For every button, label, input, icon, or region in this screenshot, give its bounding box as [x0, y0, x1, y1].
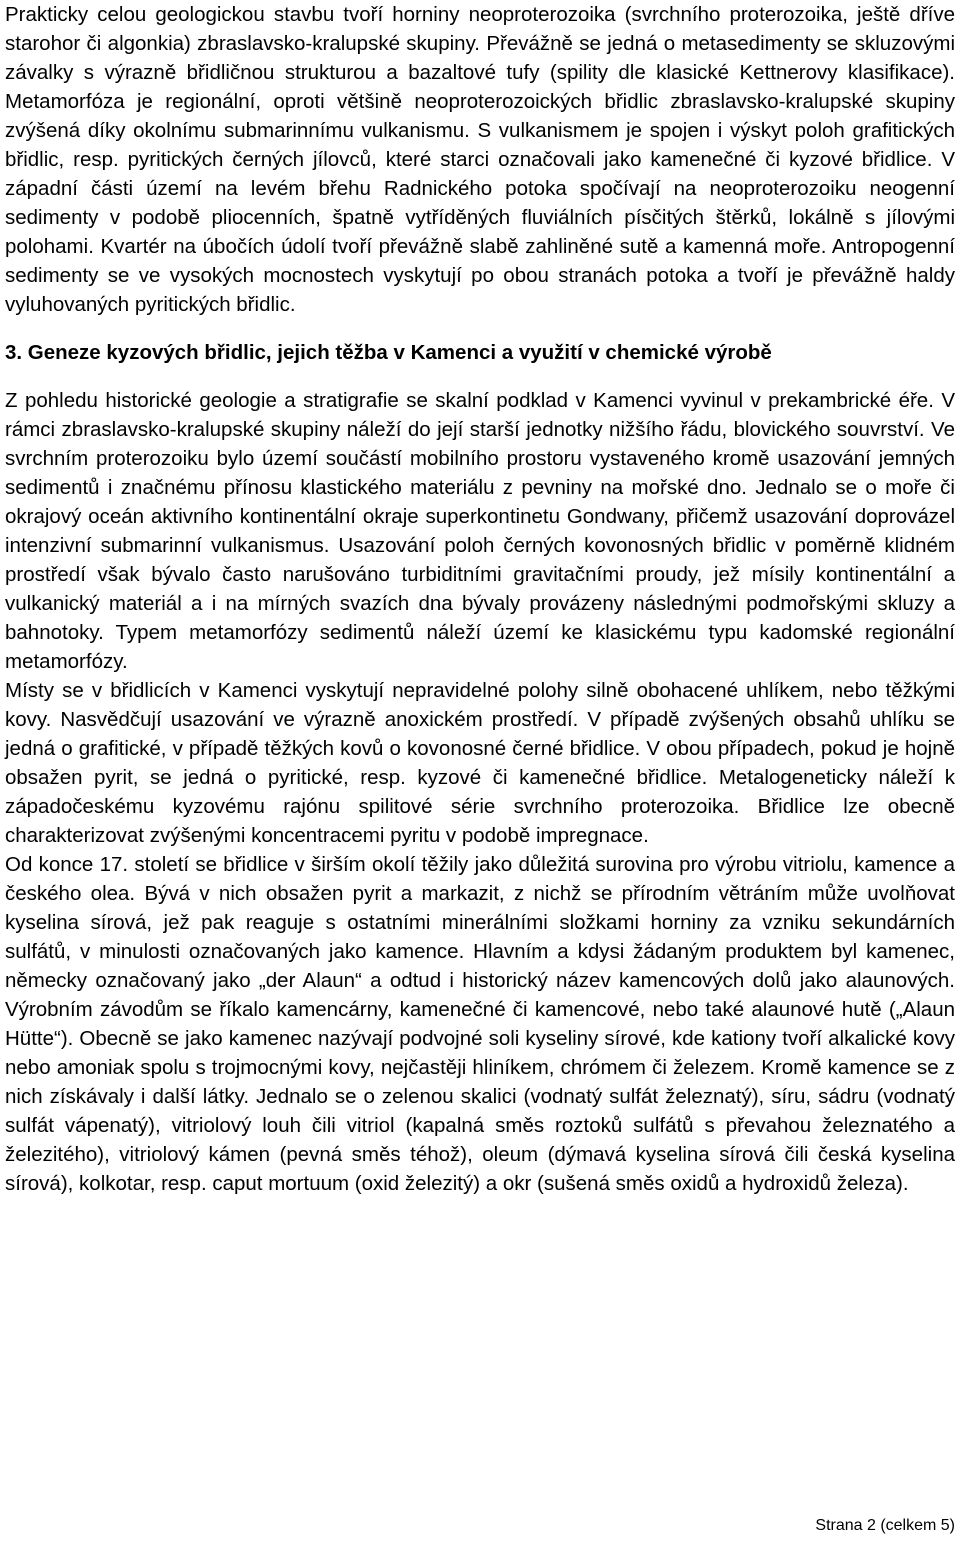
section-heading: 3. Geneze kyzových břidlic, jejich těžba v Kamenci a využití v chemické výrobě [5, 341, 772, 364]
page-number: Strana 2 (celkem 5) [815, 1517, 955, 1534]
paragraph-mining-and-production: Od konce 17. století se břidlice v širším okolí těžily jako důležitá surovina pro výrobu vitriolu, kamence a českého olea. Bývá v nich obsažen pyrit a markazit, z nichž se přírodním větráním může uvolňovat kyselina sírová, jež pak reaguje s ostatními minerálními složkami horniny za vzniku sekundárních sulfátů, v minulosti označovaných jako kamence. Hlavním a kdysi žádaným produktem byl kamenec, německy označovaný jako „der Alaun“ a odtud i historický název kamencových dolů jako alaunových. Výrobním závodům se říkalo kamencárny, kamenečné či kamencové, nebo také alaunové hutě („Alaun Hütte“). Obecně se jako kamenec nazývají podvojné soli kyseliny sírové, kde kationy tvoří alkalické kovy nebo amoniak spolu s trojmocnými kovy, nejčastěji hliníkem, chrómem či železem. Kromě kamence se z nich získávaly i další látky. Jednalo se o zelenou skalici (vodnatý sulfát železnatý), síru, sádru (vodnatý sulfát vápenatý), vitriolový louh čili vitriol (kapalná směs roztoků sulfátů s převahou železnatého a železitého), vitriolový kámen (pevná směs téhož), oleum (dýmavá kyselina sírová čili česká kyselina sírová), kolkotar, resp. caput mortuum (oxid železitý) a okr (sušená směs oxidů a hydroxidů železa). [5, 853, 955, 1195]
document-page [5, 0, 955, 1198]
paragraph-geology-overview: Prakticky celou geologickou stavbu tvoří horniny neoproterozoika (svrchního proterozoika, ještě dříve starohor či algonkia) zbraslavsko-kralupské skupiny. Převážně se jedná o metasedimenty se skluzovými závalky s výrazně břidličnou strukturou a bazaltové tufy (spility dle klasické Kettnerovy klasifikace). Metamorfóza je regionální, oproti většině neoproterozoických břidlic zbraslavsko-kralupské skupiny zvýšená díky okolnímu submarinnímu vulkanismu. S vulkanismem je spojen i výskyt poloh grafitických břidlic, resp. pyritických černých jílovců, které starci označovali jako kamenečné či kyzové břidlice. V západní části území na levém břehu Radnického potoka spočívají na neoproterozoiku neogenní sedimenty v podobě pliocenních, špatně vytříděných fluviálních písčitých štěrků, lokálně s jílovými polohami. Kvartér na úbočích údolí tvoří převážně slabě zahliněné sutě a kamenná moře. Antropogenní sedimenty se ve vysokých mocnostech vyskytují po obou stranách potoka a tvoří je převážně haldy vyluhovaných pyritických břidlic. [5, 3, 955, 316]
paragraph-historical-geology: Z pohledu historické geologie a stratigrafie se skalní podklad v Kamenci vyvinul v prekambrické éře. V rámci zbraslavsko-kralupské skupiny náleží do její starší jednotky nižšího řádu, blovického souvrství. Ve svrchním proterozoiku bylo území součástí mobilního prostoru vystaveného kromě usazování jemných sedimentů i značnému přínosu klastického materiálu z pevniny na mořské dno. Jednalo se o moře či okrajový oceán aktivního kontinentální okraje superkontinetu Gondwany, přičemž usazování doprovázel intenzivní submarinní vulkanismus. Usazování poloh černých kovonosných břidlic v poměrně klidném prostředí však bývalo často narušováno turbiditními gravitačními proudy, jež mísily kontinentální a vulkanický materiál a i na mírných svazích dna bývaly provázeny následnými podmořskými skluzy a bahnotoky. Typem metamorfózy sedimentů náleží území ke klasickému typu kadomské regionální metamorfózy. [5, 389, 955, 673]
paragraph-shale-composition: Místy se v břidlicích v Kamenci vyskytují nepravidelné polohy silně obohacené uhlíkem, nebo těžkými kovy. Nasvědčují usazování ve výrazně anoxickém prostředí. V případě zvýšených obsahů uhlíku se jedná o grafitické, v případě těžkých kovů o kovonosné černé břidlice. V obou případech, pokud je hojně obsažen pyrit, se jedná o pyritické, resp. kyzové či kamenečné břidlice. Metalogeneticky náleží k západočeskému kyzovému rajónu spilitové série svrchního proterozoika. Břidlice lze obecně charakterizovat zvýšenými koncentracemi pyritu v podobě impregnace. [5, 679, 955, 847]
spacer [5, 367, 955, 386]
spacer [5, 319, 955, 338]
